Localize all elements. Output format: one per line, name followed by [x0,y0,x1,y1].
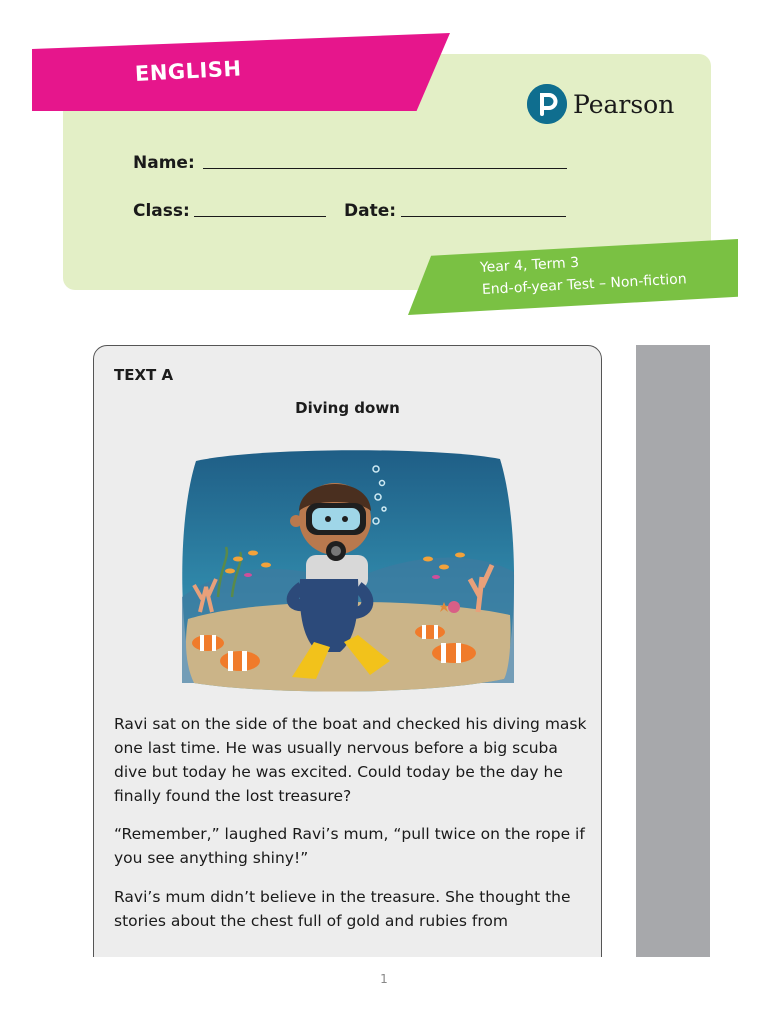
test-title: End-of-year Test – Non-fiction [481,271,688,298]
date-field[interactable] [401,216,566,217]
publisher-name: Pearson [573,89,675,119]
name-label: Name: [133,153,195,173]
pearson-logo [527,84,674,124]
diver-illustration [178,447,518,695]
test-term: Year 4, Term 3 [479,254,580,276]
date-label: Date: [344,201,397,221]
paragraph-2: “Remember,” laughed Ravi’s mum, “pull twice on the rope if you see anything shiny!” [114,825,585,867]
text-label: TEXT A [114,366,174,384]
class-label: Class: [133,201,190,221]
page-number: 1 [380,972,388,986]
subject-label: ENGLISH [134,56,243,86]
paragraph-3: Ravi’s mum didn’t believe in the treasure. She thought the stories about the chest full of gold and rubies from [114,888,571,930]
pearson-logo-icon [527,84,567,124]
name-field[interactable] [203,168,567,169]
side-margin-bar [636,345,710,957]
page-bottom [0,957,768,1024]
text-title: Diving down [295,399,400,417]
paragraph-1: Ravi sat on the side of the boat and checked his diving mask one last time. He was usually nervous before a big scuba dive but today he was excited. Could today be the day he finally found the lost treasure? [114,715,587,805]
class-field[interactable] [194,216,326,217]
